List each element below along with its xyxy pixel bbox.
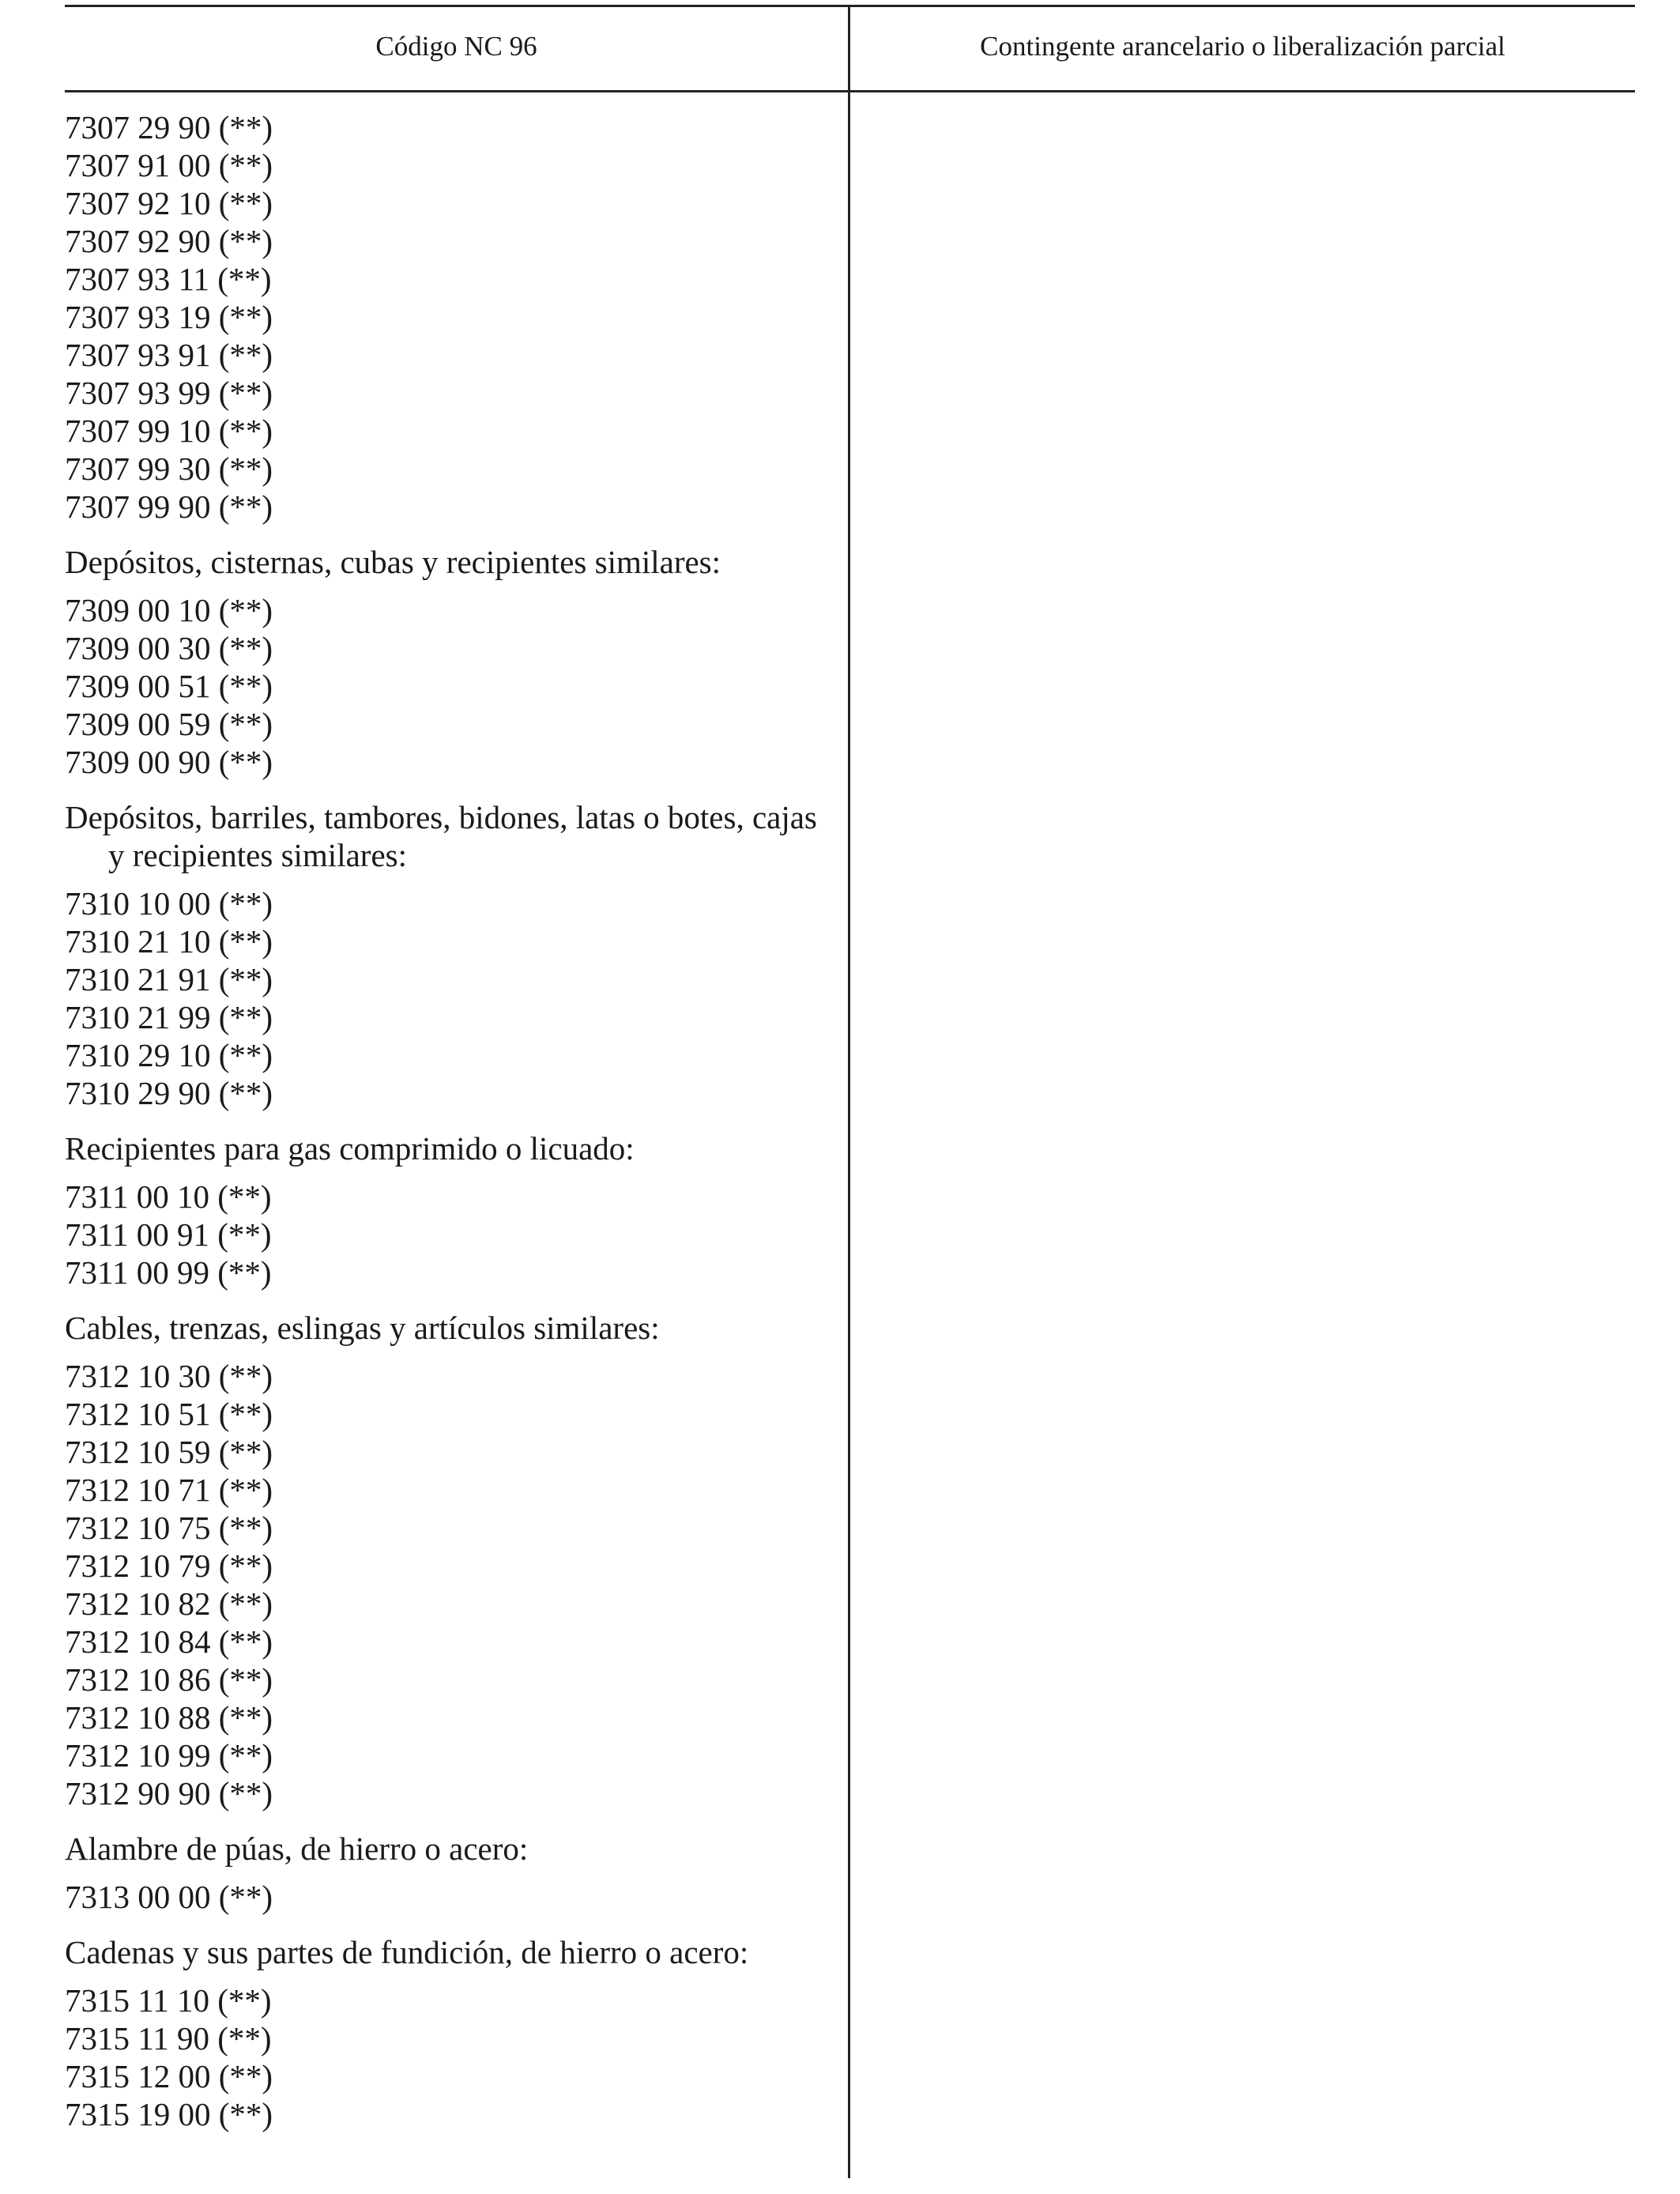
code-group — [65, 798, 839, 1112]
table-column-divider — [848, 5, 850, 2178]
nc-code-entry: 7311 00 10 (**) — [65, 1178, 272, 1215]
nc-code-entry: 7312 10 84 (**) — [65, 1623, 273, 1660]
nc-code-entry: 7312 10 71 (**) — [65, 1472, 273, 1508]
nc-code-entry: 7312 10 59 (**) — [65, 1434, 273, 1470]
nc-code-entry: 7315 19 00 (**) — [65, 2096, 273, 2132]
code-group — [65, 1129, 839, 1291]
group-heading: Alambre de púas, de hierro o acero: — [65, 1830, 529, 1867]
group-heading: Cadenas y sus partes de fundición, de hierro o acero: — [65, 1934, 749, 1970]
code-group — [65, 108, 839, 526]
group-heading: Cables, trenzas, eslingas y artículos similares: — [65, 1310, 660, 1346]
nc-code-entry: 7307 93 19 (**) — [65, 299, 273, 335]
nc-code-entry: 7309 00 30 (**) — [65, 630, 273, 666]
nc-code-entry: 7310 21 91 (**) — [65, 961, 273, 997]
nc-code-entry: 7310 21 99 (**) — [65, 999, 273, 1035]
nc-code-entry: 7307 93 11 (**) — [65, 261, 272, 297]
nc-code-entry: 7307 99 30 (**) — [65, 450, 273, 487]
nc-code-entry: 7315 12 00 (**) — [65, 2058, 273, 2094]
nc-code-entry: 7312 10 88 (**) — [65, 1699, 273, 1736]
nc-code-entry: 7312 10 75 (**) — [65, 1510, 273, 1546]
code-group — [65, 1933, 839, 2133]
nc-code-entry: 7307 99 10 (**) — [65, 413, 273, 449]
nc-code-entry: 7312 10 79 (**) — [65, 1547, 273, 1584]
nc-code-entry: 7312 10 30 (**) — [65, 1358, 273, 1394]
nc-code-entry: 7307 29 90 (**) — [65, 109, 273, 145]
group-heading: Depósitos, cisternas, cubas y recipientes similares: — [65, 544, 721, 580]
nc-code-entry: 7312 10 51 (**) — [65, 1396, 273, 1432]
code-group — [65, 1830, 839, 1916]
nc-code-entry: 7310 21 10 (**) — [65, 923, 273, 959]
nc-code-entry: 7307 99 90 (**) — [65, 488, 273, 525]
group-heading: Recipientes para gas comprimido o licuado: — [65, 1130, 635, 1167]
code-group — [65, 543, 839, 781]
code-group — [65, 1309, 839, 1812]
nc-code-entry: 7312 10 99 (**) — [65, 1737, 273, 1774]
nc-code-entry: 7309 00 10 (**) — [65, 592, 273, 628]
nc-code-entry: 7313 00 00 (**) — [65, 1879, 273, 1915]
code-list — [65, 108, 839, 2133]
nc-code-entry: 7307 92 90 (**) — [65, 223, 273, 259]
nc-code-entry: 7307 93 99 (**) — [65, 375, 273, 411]
nc-code-entry: 7310 10 00 (**) — [65, 885, 273, 922]
nc-code-entry: 7309 00 51 (**) — [65, 668, 273, 704]
nc-code-entry: 7307 91 00 (**) — [65, 147, 273, 183]
nc-code-entry: 7310 29 90 (**) — [65, 1075, 273, 1111]
nc-code-entry: 7315 11 10 (**) — [65, 1982, 272, 2019]
nc-code-entry: 7310 29 10 (**) — [65, 1037, 273, 1073]
nc-code-entry: 7307 93 91 (**) — [65, 337, 273, 373]
nc-code-entry: 7311 00 91 (**) — [65, 1216, 272, 1253]
nc-code-entry: 7312 10 82 (**) — [65, 1585, 273, 1622]
nc-code-entry: 7311 00 99 (**) — [65, 1254, 272, 1291]
nc-code-entry: 7315 11 90 (**) — [65, 2020, 272, 2056]
nc-code-entry: 7312 90 90 (**) — [65, 1775, 273, 1811]
column-header-contingente: Contingente arancelario o liberalización parcial — [980, 31, 1505, 62]
column-header-codigo: Código NC 96 — [375, 31, 537, 62]
nc-code-entry: 7312 10 86 (**) — [65, 1661, 273, 1698]
nc-code-entry: 7309 00 59 (**) — [65, 706, 273, 742]
nc-code-entry: 7307 92 10 (**) — [65, 185, 273, 221]
nc-code-entry: 7309 00 90 (**) — [65, 744, 273, 780]
group-heading: Depósitos, barriles, tambores, bidones, latas o botes, cajas y recipientes similares: — [65, 799, 817, 873]
